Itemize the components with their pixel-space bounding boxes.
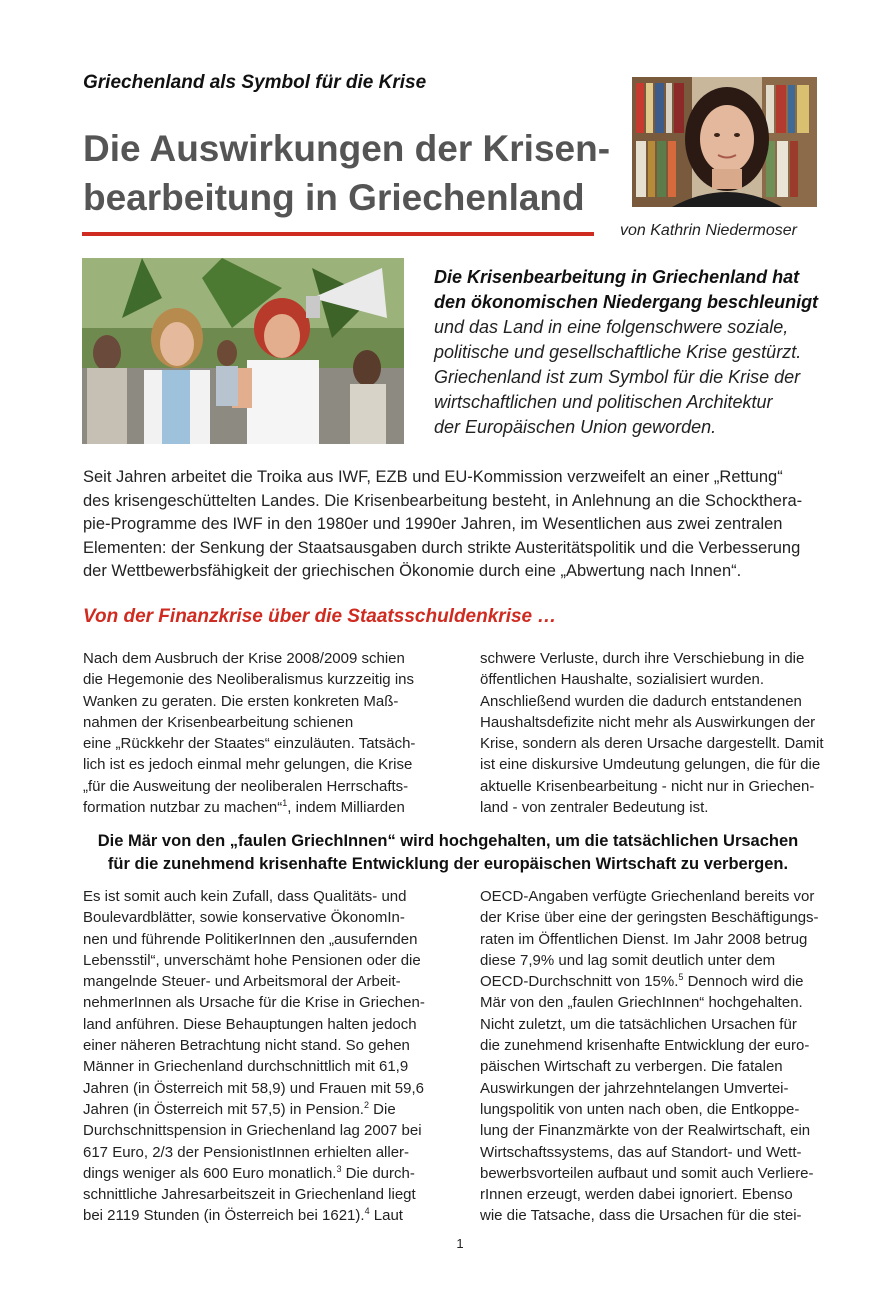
text-fragment: bei 2119 Stunden (in Österreich bei 1621). <box>83 1207 365 1225</box>
text-line: lungspolitik von unten nach oben, die Entkoppe- <box>480 1100 800 1118</box>
text-line: aktuelle Krisenbearbeitung - nicht nur in Griechen- <box>480 777 815 795</box>
footnote-marker[interactable]: 5 <box>678 972 684 983</box>
text-line: mangelnde Steuer- und Arbeitsmoral der Arbeit- <box>83 973 401 991</box>
footnote-marker[interactable]: 3 <box>336 1163 342 1174</box>
text-line: OECD-Angaben verfügte Griechenland bereits vor <box>480 888 815 905</box>
text-fragment: Die <box>368 1100 396 1118</box>
text-line: nehmerInnen als Ursache für die Krise in Griechen- <box>83 994 425 1012</box>
kicker-heading: Griechenland als Symbol für die Krise <box>83 72 427 93</box>
page-number: 1 <box>456 1236 464 1251</box>
text-line: öffentlichen Haushalte, sozialisiert wurden. <box>480 671 765 689</box>
intro-line: des krisengeschüttelten Landes. Die Krisenbearbeitung besteht, in Anlehnung an die Schockthera- <box>83 491 803 510</box>
text-line: Männer in Griechenland durchschnittlich mit 61,9 <box>83 1058 409 1076</box>
text-line: Wanken zu geraten. Die ersten konkreten Maß- <box>83 692 399 710</box>
text-fragment: OECD-Durchschnitt von 15%. <box>480 973 679 991</box>
text-line: Mär von den „faulen GriechInnen“ hochgehalten. <box>480 994 803 1012</box>
section1-left-column <box>83 648 453 818</box>
text-line: diese 7,9% und lag somit deutlich unter dem <box>480 951 776 969</box>
text-line <box>83 797 453 818</box>
article-title <box>83 124 623 222</box>
text-line: eine „Rückkehr der Staates“ einzuläuten. Tatsäch- <box>83 735 416 753</box>
lead-line: Die Krisenbearbeitung in Griechenland hat <box>434 267 800 287</box>
text-fragment: Die durch- <box>341 1164 415 1182</box>
footnote-marker[interactable]: 1 <box>282 798 288 809</box>
lead-paragraph <box>434 265 854 440</box>
section-heading: Von der Finanzkrise über die Staatsschuldenkrise … <box>83 606 557 627</box>
text-line: ist eine diskursive Umdeutung gelungen, die für die <box>480 756 821 774</box>
text-fragment: dings weniger als 600 Euro monatlich. <box>83 1164 337 1182</box>
lead-line: Griechenland ist zum Symbol für die Krise der <box>434 367 801 387</box>
intro-line: der Wettbewerbsfähigkeit der griechischen Ökonomie durch eine „Abwertung nach Innen“. <box>83 562 742 580</box>
footnote-marker[interactable]: 2 <box>363 1099 369 1110</box>
author-portrait <box>632 77 817 207</box>
text-line <box>83 1205 453 1226</box>
text-line: land anführen. Diese Behauptungen halten jedoch <box>83 1015 417 1033</box>
lead-line: der Europäischen Union geworden. <box>434 417 717 437</box>
title-underline-rule <box>82 232 594 236</box>
text-line: nen und führende PolitikerInnen den „ausufernden <box>83 930 418 948</box>
text-fragment: Laut <box>369 1207 403 1225</box>
pull-quote-line: Die Mär von den „faulen GriechInnen“ wird hochgehalten, um die tatsächlichen Ursachen <box>97 832 799 850</box>
text-line: Haushaltsdefizite nicht mehr als Auswirkungen der <box>480 713 816 731</box>
lead-line: politische und gesellschaftliche Krise gestürzt. <box>434 342 802 362</box>
text-fragment: Jahren (in Österreich mit 57,5) in Pension. <box>83 1100 364 1118</box>
text-line: Wirtschaftssystems, das auf Standort- und Wett- <box>480 1143 802 1161</box>
pull-quote-line: für die zunehmend krisenhafte Entwicklung der europäischen Wirtschaft zu verbergen. <box>107 855 789 873</box>
text-line: päischen Wirtschaft zu verbergen. Die fatalen <box>480 1058 783 1076</box>
text-line: einer näheren Betrachtung nicht stand. So gehen <box>83 1037 410 1055</box>
text-line <box>83 1163 453 1184</box>
lead-line: den ökonomischen Niedergang beschleunigt <box>434 292 819 312</box>
text-line: Anschließend wurden die dadurch entstandenen <box>480 692 802 710</box>
text-line: „für die Ausweitung der neoliberalen Herrschafts- <box>83 777 409 795</box>
intro-line: Elementen: der Senkung der Staatsausgaben durch strikte Austeritätspolitik und die Verbesserung <box>83 538 801 557</box>
text-line: Durchschnittspension in Griechenland lag 2007 bei <box>83 1122 422 1140</box>
lead-line: und das Land in eine folgenschwere soziale, <box>434 317 789 337</box>
text-line: raten im Öffentlichen Dienst. Im Jahr 2008 betrug <box>480 930 808 948</box>
protest-photo-image <box>82 258 404 444</box>
footnote-marker[interactable]: 4 <box>364 1206 370 1217</box>
author-byline: von Kathrin Niedermoser <box>620 222 797 239</box>
text-fragment: formation nutzbar zu machen“ <box>83 799 283 817</box>
text-line: Krise, sondern als deren Ursache dargestellt. Damit <box>480 735 824 753</box>
text-line: Nicht zuletzt, um die tatsächlichen Ursachen für <box>480 1015 797 1033</box>
lead-line: wirtschaftlichen und politischen Architektur <box>434 392 773 412</box>
text-fragment: , indem Milliarden <box>287 799 405 817</box>
text-line: Nach dem Ausbruch der Krise 2008/2009 schien <box>83 650 405 667</box>
text-line: Auswirkungen der jahrzehntelangen Umvertei- <box>480 1079 789 1097</box>
intro-line: Seit Jahren arbeitet die Troika aus IWF, EZB und EU-Kommission verzweifelt an einer „Rettung“ <box>83 468 783 486</box>
text-line: Lebensstil“, unverschämt hohe Pensionen oder die <box>83 951 421 969</box>
pull-quote <box>83 830 813 876</box>
text-line: schnittliche Jahresarbeitszeit in Griechenland liegt <box>83 1186 416 1204</box>
text-line: rInnen erzeugt, werden dabei ignoriert. Ebenso <box>480 1186 793 1204</box>
text-line: der Krise über eine der geringsten Beschäftigungs- <box>480 909 819 927</box>
author-portrait-image <box>632 77 817 207</box>
text-line: 617 Euro, 2/3 der PensionistInnen erhielten aller- <box>83 1143 410 1161</box>
text-line: nahmen der Krisenbearbeitung schienen <box>83 713 354 731</box>
section2-left-column <box>83 886 453 1227</box>
text-line: land - von zentraler Bedeutung ist. <box>480 799 709 817</box>
text-line: Es ist somit auch kein Zufall, dass Qualitäts- und <box>83 888 407 905</box>
text-line <box>480 971 850 992</box>
text-line: schwere Verluste, durch ihre Verschiebung in die <box>480 650 805 667</box>
text-line: bewerbsvorteilen aufbaut und somit auch Verliere- <box>480 1164 814 1182</box>
text-line: lung der Finanzmärkte von der Realwirtschaft, ein <box>480 1122 811 1140</box>
section2-right-column <box>480 886 850 1227</box>
title-line-2: bearbeitung in Griechenland <box>83 177 585 218</box>
text-fragment: Dennoch wird die <box>683 973 804 991</box>
text-line: Boulevardblätter, sowie konservative ÖkonomIn- <box>83 909 405 927</box>
text-line: lich ist es jedoch einmal mehr gelungen, die Krise <box>83 756 413 774</box>
protest-photo <box>82 258 404 444</box>
title-line-1: Die Auswirkungen der Krisen- <box>83 128 611 169</box>
text-line: die Hegemonie des Neoliberalismus kurzzeitig ins <box>83 671 414 689</box>
section1-right-column <box>480 648 850 818</box>
text-line: wie die Tatsache, dass die Ursachen für die stei- <box>480 1207 802 1225</box>
text-line: die zunehmend krisenhafte Entwicklung der euro- <box>480 1037 810 1055</box>
intro-line: pie-Programme des IWF in den 1980er und 1990er Jahren, im Wesentlichen aus zwei zentralen <box>83 515 783 533</box>
intro-paragraph <box>83 466 843 584</box>
text-line: Jahren (in Österreich mit 58,9) und Frauen mit 59,6 <box>83 1079 424 1097</box>
text-line <box>83 1099 453 1120</box>
